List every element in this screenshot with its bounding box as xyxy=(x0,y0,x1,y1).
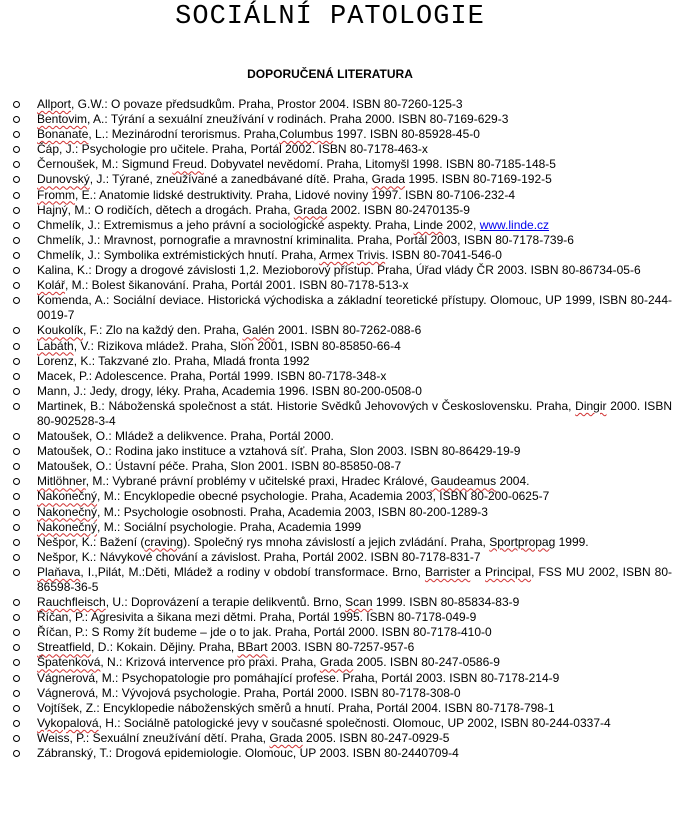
reference-item xyxy=(0,233,672,248)
reference-text-flagged: BBart xyxy=(237,640,268,655)
circle-bullet-icon xyxy=(13,297,20,304)
reference-text-flagged: Streatfield xyxy=(37,640,92,655)
circle-bullet-icon xyxy=(13,146,20,153)
reference-text: Chmelík, J.: Extremismus a jeho právní a sociologické aspekty. Praha, xyxy=(37,217,414,232)
reference-text: . Dobyvatel nevědomí. Praha, Litomyšl 1998. ISBN 80-7185-148-5 xyxy=(203,157,556,172)
reference-item xyxy=(0,686,672,701)
reference-item xyxy=(0,142,672,157)
reference-item xyxy=(0,293,672,323)
circle-bullet-icon xyxy=(13,720,20,727)
reference-text: Komenda, A.: Sociální deviace. Historická východiska a základní teoretické přístupy. Olomouc, UP 1999, ISBN 80-244-0019-7 xyxy=(37,293,672,323)
reference-text-flagged: Vykopalová xyxy=(37,715,99,730)
reference-text-flagged: Nakonečný xyxy=(37,489,98,504)
circle-bullet-icon xyxy=(13,161,20,168)
circle-bullet-icon xyxy=(13,448,20,455)
circle-bullet-icon xyxy=(13,176,20,183)
circle-bullet-icon xyxy=(13,493,20,500)
circle-bullet-icon xyxy=(13,463,20,470)
reference-text: , FSS MU 2002, ISBN 80-86598-36-5 xyxy=(37,564,673,594)
circle-bullet-icon xyxy=(13,569,20,576)
reference-text: Macek, P.: Adolescence. Praha, Portál 1999. ISBN 80-7178-348-x xyxy=(37,368,387,383)
reference-text-flagged: Freud xyxy=(172,157,204,172)
reference-text: 1997. ISBN 80-85928-45-0 xyxy=(333,127,480,142)
reference-text: 2005. ISBN 80-247-0586-9 xyxy=(353,655,500,670)
reference-text: , L.: Mezinárodní terorismus. Praha, xyxy=(88,127,280,142)
circle-bullet-icon xyxy=(13,192,20,199)
reference-text: 2002. ISBN 80-2470135-9 xyxy=(327,202,470,217)
circle-bullet-icon xyxy=(13,478,20,485)
reference-text: , N.: Krizová intervence pro praxi. Praha, xyxy=(100,655,320,670)
circle-bullet-icon xyxy=(13,524,20,531)
reference-text-flagged: Galén xyxy=(242,323,275,338)
reference-text-flagged: Nakonečný xyxy=(37,504,98,519)
reference-text: Čáp, J.: Psychologie pro učitele. Praha, Portál 2002. ISBN 80-7178-463-x xyxy=(37,142,428,157)
circle-bullet-icon xyxy=(13,388,20,395)
reference-item xyxy=(0,625,672,640)
reference-text: 2003. ISBN 80-7257-957-6 xyxy=(267,640,415,655)
circle-bullet-icon xyxy=(13,705,20,712)
circle-bullet-icon xyxy=(13,373,20,380)
reference-item xyxy=(0,369,672,384)
reference-item xyxy=(0,263,672,278)
circle-bullet-icon xyxy=(13,509,20,516)
circle-bullet-icon xyxy=(13,252,20,259)
reference-item xyxy=(0,610,672,625)
circle-bullet-icon xyxy=(13,101,20,108)
reference-text: Černoušek, M.: Sigmund xyxy=(37,157,173,172)
reference-text: 1995. ISBN 80-7169-192-5 xyxy=(405,172,552,187)
circle-bullet-icon xyxy=(13,644,20,651)
reference-item xyxy=(0,112,672,127)
reference-text: , M.: Encyklopedie obecné psychologie. Praha, Academia 2003, ISBN 80-200-0625-7 xyxy=(97,489,550,504)
reference-text-flagged: Grada xyxy=(293,202,328,217)
reference-item xyxy=(0,655,672,670)
reference-text-flagged: Rauchfleisch xyxy=(37,595,106,610)
reference-text-flagged: Sportpropag xyxy=(489,534,556,549)
reference-text: , M.: Vybrané právní problémy v učitelské praxi, Hradec Králové, xyxy=(85,474,431,489)
reference-text-flagged: Koukolík xyxy=(37,323,84,338)
reference-text-flagged: Dunovský xyxy=(37,172,90,187)
circle-bullet-icon xyxy=(13,358,20,365)
reference-text: , M.: Psychologie osobnosti. Praha, Academia 2003, ISBN 80-200-1289-3 xyxy=(97,504,488,519)
reference-text: , V.: Rizikova mládež. Praha, Slon 2001, ISBN 80-85850-66-4 xyxy=(73,338,401,353)
reference-item xyxy=(0,595,672,610)
reference-text: Říčan, P.: S Romy žít budeme – jde o to jak. Praha, Portál 2000. ISBN 80-7178-410-0 xyxy=(37,625,492,640)
reference-text: Vágnerová, M.: Psychopatologie pro pomáhající profese. Praha, Portál 2003. ISBN 80-7178-214-9 xyxy=(37,670,560,685)
reference-text: Weiss, P.: Sexuální zneužívání dětí. Praha, xyxy=(37,730,270,745)
reference-item xyxy=(0,339,672,354)
reference-text: Kalina, K.: Drogy a drogové závislosti 1,2. Mezioborový přístup. Praha, Úřad vlády ČR 2003. ISBN 80-86734-05-6 xyxy=(37,263,641,278)
reference-text-flagged: Armex xyxy=(319,247,354,262)
reference-text: Zábranský, T.: Drogová epidemiologie. Olomouc, UP 2003. ISBN 80-2440709-4 xyxy=(37,746,459,761)
reference-item xyxy=(0,323,672,338)
reference-text: , H.: Sociálně patologické jevy v současné společnosti. Olomouc, UP 2002, ISBN 80-244-0337-4 xyxy=(98,715,611,730)
circle-bullet-icon xyxy=(13,690,20,697)
reference-item xyxy=(0,535,672,550)
reference-item xyxy=(0,489,672,504)
reference-text-flagged: Špatenková xyxy=(37,655,101,670)
reference-text: Martinek, B.: Náboženská společnost a stát. Historie Svědků Jehovových v Československu. Praha, xyxy=(37,398,576,413)
circle-bullet-icon xyxy=(13,131,20,138)
reference-text-flagged: Columbus xyxy=(279,127,334,142)
reference-item xyxy=(0,746,672,761)
reference-text-flagged: Grada xyxy=(319,655,354,670)
circle-bullet-icon xyxy=(13,750,20,757)
section-heading: DOPORUČENÁ LITERATURA xyxy=(247,67,413,81)
circle-bullet-icon xyxy=(13,659,20,666)
circle-bullet-icon xyxy=(13,116,20,123)
reference-text: , J.: Týrané, zneužívané a zanedbávané dítě. Praha, xyxy=(89,172,372,187)
reference-text: Mann, J.: Jedy, drogy, léky. Praha, Academia 1996. ISBN 80-200-0508-0 xyxy=(37,383,422,398)
circle-bullet-icon xyxy=(13,629,20,636)
reference-item xyxy=(0,248,672,263)
reference-item xyxy=(0,188,672,203)
reference-text-flagged: Scan xyxy=(345,595,373,610)
reference-text-flagged: Grada xyxy=(269,730,303,745)
reference-text: Vojtíšek, Z.: Encyklopedie náboženských směrů a hnutí. Praha, Portál 2004. ISBN 80-7178-798-1 xyxy=(37,700,555,715)
reference-item xyxy=(0,218,672,233)
reference-item xyxy=(0,278,672,293)
circle-bullet-icon xyxy=(13,554,20,561)
reference-text: , F.: Zlo na každý den. Praha, xyxy=(83,323,243,338)
reference-item xyxy=(0,399,672,429)
reference-item xyxy=(0,731,672,746)
reference-text-flagged: Bentovim xyxy=(37,112,88,127)
reference-item xyxy=(0,716,672,731)
reference-item xyxy=(0,157,672,172)
reference-text: , A.: Týrání a sexuální zneužívání v rodinách. Praha 2000. ISBN 80-7169-629-3 xyxy=(87,112,509,127)
reference-text: , I.,Pilát, M.:Děti, Mládež a rodiny v období transformace. Brno, xyxy=(80,564,425,579)
reference-item xyxy=(0,203,672,218)
reference-text-flagged: Dingir xyxy=(575,398,607,413)
reference-text-flagged: Kolář xyxy=(37,278,66,293)
circle-bullet-icon xyxy=(13,207,20,214)
circle-bullet-icon xyxy=(13,343,20,350)
circle-bullet-icon xyxy=(13,599,20,606)
circle-bullet-icon xyxy=(13,222,20,229)
reference-item xyxy=(0,474,672,489)
reference-item xyxy=(0,444,672,459)
reference-item xyxy=(0,671,672,686)
circle-bullet-icon xyxy=(13,403,20,410)
reference-item xyxy=(0,701,672,716)
reference-text: , D.: Kokain. Dějiny. Praha, xyxy=(91,640,238,655)
reference-text: Nešpor, K.: Bažení ( xyxy=(37,534,145,549)
reference-text: Matoušek, O.: Rodina jako instituce a vztahová síť. Praha, Slon 2003. ISBN 80-86429-19-9 xyxy=(37,444,521,459)
reference-item xyxy=(0,505,672,520)
reference-text: Matoušek, O.: Mládež a delikvence. Praha, Portál 2000. xyxy=(37,429,334,444)
reference-text: Říčan, P.: Agresivita a šikana mezi dětmi. Praha, Portál 1995. ISBN 80-7178-049-9 xyxy=(37,610,477,625)
circle-bullet-icon xyxy=(13,282,20,289)
reference-text-flagged: Labáth xyxy=(37,338,74,353)
circle-bullet-icon xyxy=(13,327,20,334)
reference-text: Chmelík, J.: Mravnost, pornografie a mravnostní kriminalita. Praha, Portál 2003, ISBN 80-7178-739-6 xyxy=(37,232,574,247)
reference-text: , U.: Doprovázení a terapie delikventů. Brno, xyxy=(105,595,346,610)
reference-text-flagged: Trivis xyxy=(356,247,386,262)
circle-bullet-icon xyxy=(13,675,20,682)
reference-item xyxy=(0,550,672,565)
reference-text: ). Společný rys mnoha závislostí a jejich zvládání. Praha, xyxy=(183,534,490,549)
circle-bullet-icon xyxy=(13,735,20,742)
circle-bullet-icon xyxy=(13,237,20,244)
reference-text: 2004. xyxy=(496,474,530,489)
reference-text: 1999. xyxy=(555,534,589,549)
circle-bullet-icon xyxy=(13,614,20,621)
page-title: SOCIÁLNÍ PATOLOGIE xyxy=(175,2,485,32)
reference-item xyxy=(0,97,672,112)
reference-text: 1999. ISBN 80-85834-83-9 xyxy=(372,595,520,610)
reference-item xyxy=(0,520,672,535)
reference-text-flagged: Barrister xyxy=(424,564,471,579)
reference-item xyxy=(0,429,672,444)
reference-text-flagged: Mitlöhner xyxy=(37,474,86,489)
reference-item xyxy=(0,172,672,187)
reference-text: 2005. ISBN 80-247-0929-5 xyxy=(302,730,450,745)
reference-item xyxy=(0,127,672,142)
reference-list xyxy=(0,97,672,761)
reference-text: 2000. ISBN 80-902528-3-4 xyxy=(37,398,672,428)
reference-text: Chmelík, J.: Symbolika extrémistických hnutí. Praha, xyxy=(37,247,320,262)
reference-item xyxy=(0,354,672,369)
reference-text-flagged: Bonanate xyxy=(37,127,89,142)
reference-text-flagged: Principal xyxy=(485,564,532,579)
reference-text: , G.W.: O povaze předsudkům. Praha, Prostor 2004. ISBN 80-7260-125-3 xyxy=(71,97,463,111)
circle-bullet-icon xyxy=(13,433,20,440)
reference-item xyxy=(0,459,672,474)
reference-text-flagged: Gaudeamus xyxy=(430,474,497,489)
circle-bullet-icon xyxy=(13,539,20,546)
reference-text: Nešpor, K.: Návykové chování a závislost. Praha, Portál 2002. ISBN 80-7178-831-7 xyxy=(37,549,481,564)
reference-text: 2001. ISBN 80-7262-088-6 xyxy=(274,323,422,338)
reference-text: Vágnerová, M.: Vývojová psychologie. Praha, Portál 2000. ISBN 80-7178-308-0 xyxy=(37,685,461,700)
reference-link[interactable]: www.linde.cz xyxy=(479,217,550,232)
reference-text: a xyxy=(470,564,486,579)
reference-item xyxy=(0,565,672,595)
reference-text-flagged: Linde xyxy=(413,217,443,232)
reference-text: 2002, xyxy=(442,217,480,232)
reference-text: , M.: Bolest šikanování. Praha, Portál 2001. ISBN 80-7178-513-x xyxy=(65,278,409,293)
reference-item xyxy=(0,384,672,399)
reference-text: . ISBN 80-7041-546-0 xyxy=(385,247,502,262)
reference-item xyxy=(0,640,672,655)
reference-text: , M.: Sociální psychologie. Praha, Academia 1999 xyxy=(97,519,362,534)
reference-text: Hajný, M.: O rodičích, dětech a drogách. Praha, xyxy=(37,202,294,217)
circle-bullet-icon xyxy=(13,267,20,274)
reference-text: , E.: Anatomie lidské destruktivity. Praha, Lidové noviny 1997. ISBN 80-7106-232-4 xyxy=(75,187,516,202)
reference-text: Lorenz, K.: Takzvané zlo. Praha, Mladá fronta 1992 xyxy=(37,353,310,368)
reference-text-flagged: Plaňava xyxy=(37,564,81,579)
reference-text-flagged: Nakonečný xyxy=(37,519,98,534)
reference-text-flagged: Fromm xyxy=(37,187,75,202)
reference-text-flagged: Allport xyxy=(37,97,72,111)
reference-text-flagged: craving xyxy=(144,534,184,549)
reference-text: Matoušek, O.: Ústavní péče. Praha, Slon 2001. ISBN 80-85850-08-7 xyxy=(37,459,402,474)
reference-text-flagged: Grada xyxy=(371,172,406,187)
